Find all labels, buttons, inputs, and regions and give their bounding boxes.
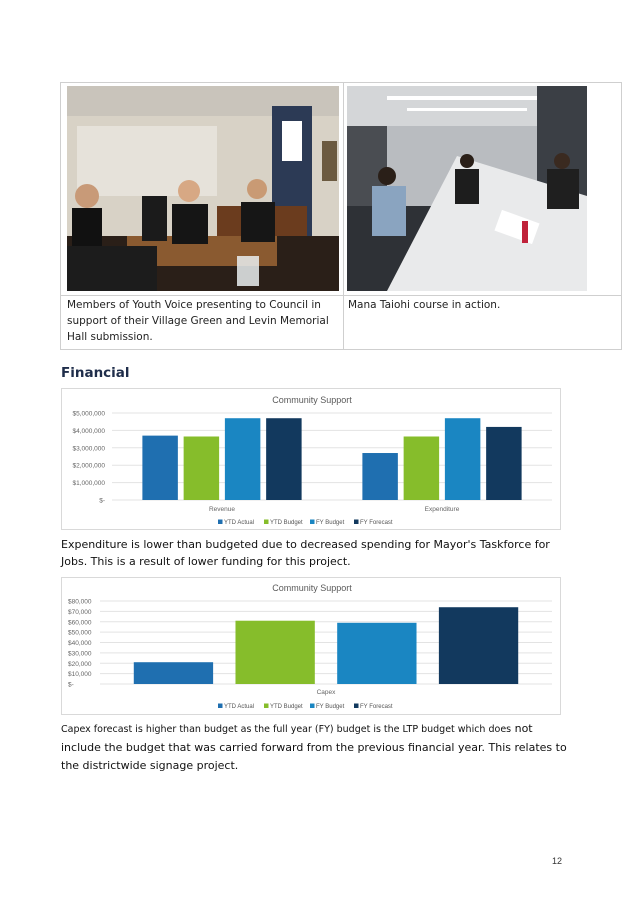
chart-title: Community Support [272, 395, 352, 405]
x-category-label: Expenditure [424, 506, 460, 513]
bar-fy-budget [445, 418, 480, 500]
legend-swatch [264, 704, 269, 709]
legend-label: FY Budget [316, 704, 345, 710]
bar-fy-budget [337, 623, 416, 684]
table-divider [343, 83, 344, 349]
y-tick-label: $4,000,000 [72, 427, 105, 435]
mana-taiohi-photo [347, 86, 587, 291]
photo-caption-mana-taiohi: Mana Taiohi course in action. [348, 299, 501, 311]
chart-canvas [62, 389, 562, 531]
legend-label: YTD Budget [270, 704, 303, 710]
capex-chart [61, 577, 561, 715]
legend-label: YTD Actual [224, 520, 255, 526]
legend-label: FY Budget [316, 520, 345, 526]
y-tick-label: $1,000,000 [72, 480, 105, 488]
bar-fy-forecast [486, 427, 521, 500]
x-category-label: Revenue [208, 506, 236, 513]
y-tick-label: $40,000 [68, 640, 92, 647]
chart-canvas [62, 578, 562, 716]
bar-fy-budget [225, 418, 260, 500]
legend-label: YTD Budget [270, 520, 303, 526]
y-tick-label: $5,000,000 [72, 410, 105, 418]
youth-voice-photo [67, 86, 339, 291]
legend-label: YTD Actual [224, 704, 255, 710]
y-tick-label: $50,000 [68, 629, 92, 637]
y-tick-label: $3,000,000 [72, 445, 105, 453]
legend-swatch [310, 704, 315, 709]
section-heading-financial: Financial [61, 365, 130, 381]
capex-commentary [61, 720, 571, 775]
expenditure-commentary: Expenditure is lower than budgeted due to decreased spending for Mayor's Taskforce for Jobs. This is a result of lower funding for this project. [61, 538, 550, 568]
photo-table [60, 82, 622, 350]
capex-commentary-end: not include the budget that was carried forward from the previous financial year. This relates to the districtwide signage project. [61, 722, 567, 772]
bar-ytd-actual [142, 436, 177, 500]
bar-ytd-budget [184, 436, 219, 500]
y-tick-label: $- [68, 681, 74, 689]
bar-ytd-budget [235, 621, 314, 684]
chart-title: Community Support [272, 583, 352, 593]
y-tick-label: $10,000 [68, 671, 92, 679]
revenue-expenditure-chart [61, 388, 561, 530]
y-tick-label: $80,000 [68, 598, 92, 606]
legend-swatch [218, 704, 223, 709]
page-number: 12 [552, 856, 563, 866]
bar-ytd-actual [362, 453, 397, 500]
legend-swatch [354, 704, 359, 709]
legend-swatch [218, 520, 223, 525]
y-tick-label: $70,000 [68, 608, 92, 616]
photo-caption-youth-voice: Members of Youth Voice presenting to Council in support of their Village Green and Levin Memorial Hall submission. [67, 299, 329, 343]
bar-fy-forecast [266, 418, 301, 500]
capex-commentary-start: Capex forecast is higher than budget as the full year (FY) budget is the LTP budget which does [61, 724, 512, 735]
x-category-label: Capex [316, 689, 336, 696]
y-tick-label: $30,000 [68, 650, 92, 658]
y-tick-label: $60,000 [68, 619, 92, 627]
y-tick-label: $2,000,000 [72, 462, 105, 470]
legend-swatch [264, 520, 269, 525]
legend-swatch [354, 520, 359, 525]
bar-ytd-budget [404, 436, 439, 500]
legend-label: FY Forecast [360, 520, 393, 526]
legend-swatch [310, 520, 315, 525]
legend-label: FY Forecast [360, 704, 393, 710]
y-tick-label: $- [99, 497, 105, 505]
y-tick-label: $20,000 [68, 660, 92, 668]
bar-fy-forecast [439, 607, 518, 684]
table-divider [61, 295, 621, 296]
bar-ytd-actual [134, 662, 213, 684]
